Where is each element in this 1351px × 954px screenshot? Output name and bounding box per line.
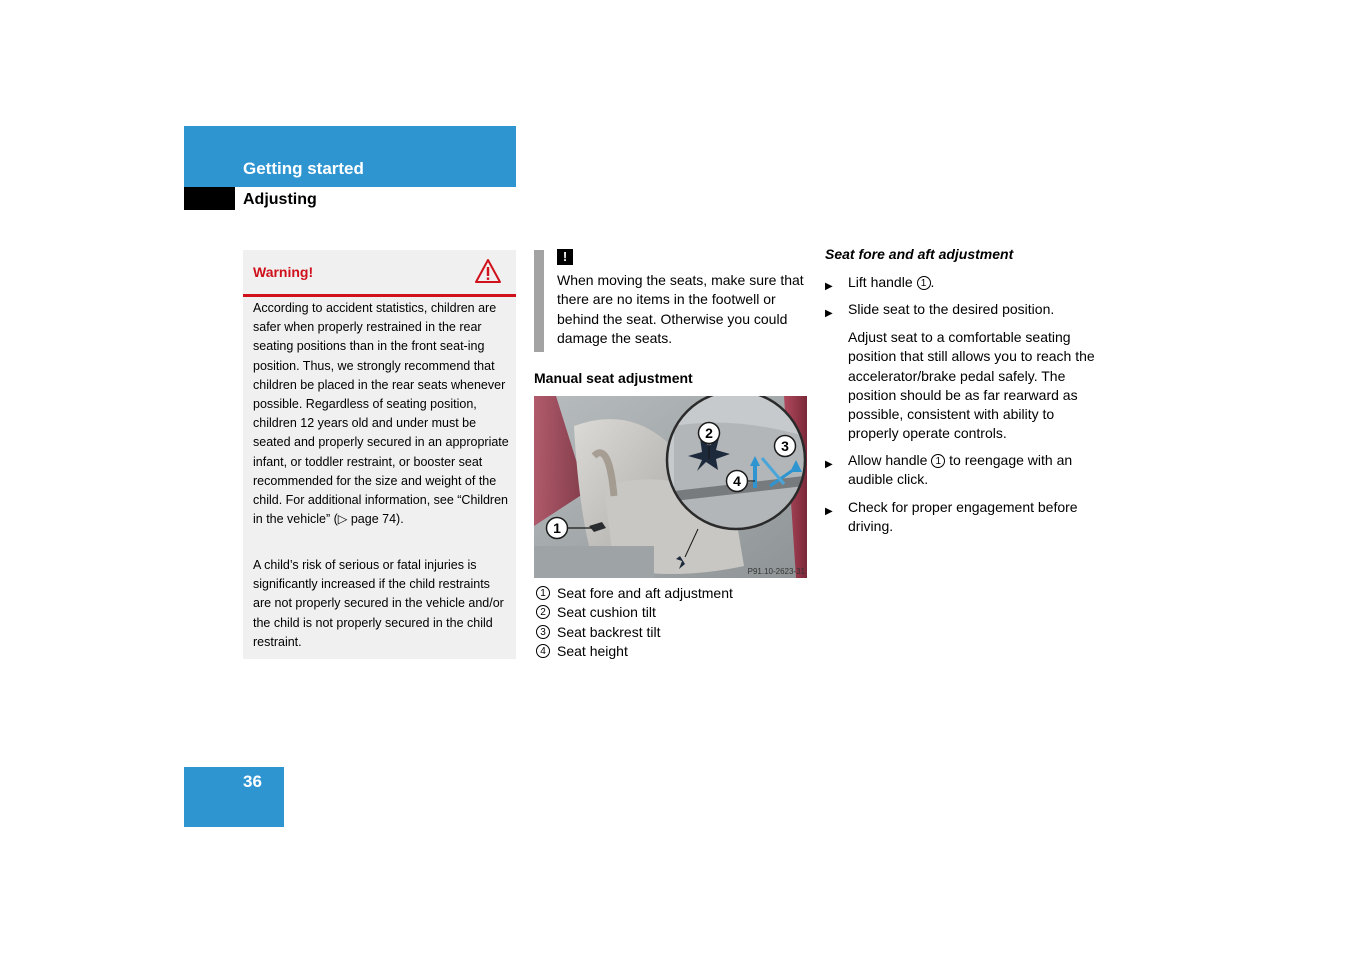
bullet-arrow-icon: ▶ (825, 459, 833, 470)
section-title: Getting started (243, 159, 364, 178)
step-detail: Adjust seat to a comfortable seating position that still allows you to reach the accelerator/brake pedal safely. The position should be as far rearward as possible, consistent with ability to properly operate controls. (848, 329, 1095, 442)
svg-text:3: 3 (781, 438, 789, 454)
legend-item (534, 623, 814, 642)
fore-aft-heading: Seat fore and aft adjustment (825, 246, 1014, 262)
legend-text: Seat height (557, 643, 628, 660)
legend-item (534, 584, 814, 603)
bullet-arrow-icon: ▶ (825, 308, 833, 319)
bullet-arrow-icon: ▶ (825, 506, 833, 517)
callout-3 (775, 436, 796, 457)
exclamation-icon: ! (557, 249, 573, 265)
legend-item (534, 642, 814, 661)
note-text: When moving the seats, make sure that there are no items in the footwell or behind the seat. Otherwise you could damage the seats. (557, 272, 804, 346)
warning-header (243, 250, 516, 297)
bullet-arrow-icon: ▶ (825, 281, 833, 292)
warning-triangle-icon (474, 258, 502, 284)
note-bar (534, 250, 544, 352)
figure-code: P91.10-2623-31 (747, 567, 805, 576)
callout-number: 2 (536, 605, 550, 619)
callout-number: 1 (536, 586, 550, 600)
page-number-tab (184, 767, 284, 827)
callout-number: 1 (917, 276, 931, 290)
legend-text: Seat backrest tilt (557, 623, 661, 640)
callout-number: 1 (931, 454, 945, 468)
step-text: Check for proper engagement before driving. (848, 499, 1078, 535)
legend-item (534, 603, 814, 622)
warning-paragraph: According to accident statistics, children are safer when properly restrained in the rear seating positions than in the front seat-ing position. Thus, we strongly recommend that children be placed in the rear seats whenever possible. Regardless of seating position, children 12 years old and under must be seated and properly secured in an appropriate infant, or toddler restraint, or booster seat recommended for the size and weight of the child. For additional information, see “Children in the vehicle” (▷ page 74). (253, 301, 509, 527)
warning-box (243, 250, 516, 659)
manual-seat-heading: Manual seat adjustment (534, 370, 693, 386)
callout-number: 3 (536, 625, 550, 639)
page-number: 36 (243, 772, 262, 791)
legend-text: Seat fore and aft adjustment (557, 585, 733, 601)
callout-number: 4 (536, 644, 550, 658)
floor (534, 546, 654, 578)
seat-adjustment-figure (534, 396, 807, 578)
svg-text:1: 1 (553, 520, 561, 536)
warning-title: Warning! (253, 264, 314, 280)
svg-text:4: 4 (733, 473, 741, 489)
step-text: Allow handle 1 to reengage with an audible click. (848, 452, 1073, 488)
figure-legend (534, 584, 814, 662)
svg-text:2: 2 (705, 425, 713, 441)
legend-text: Seat cushion tilt (557, 604, 656, 621)
warning-paragraph: A child’s risk of serious or fatal injuries is significantly increased if the child restraints are not properly secured in the vehicle and/or the child is not properly secured in the child restraint. (253, 558, 504, 649)
subsection-title: Adjusting (243, 191, 317, 208)
section-marker (184, 187, 235, 210)
step-text: Lift handle 1 . (848, 274, 935, 290)
step-text: Slide seat to the desired position. (848, 301, 1055, 317)
